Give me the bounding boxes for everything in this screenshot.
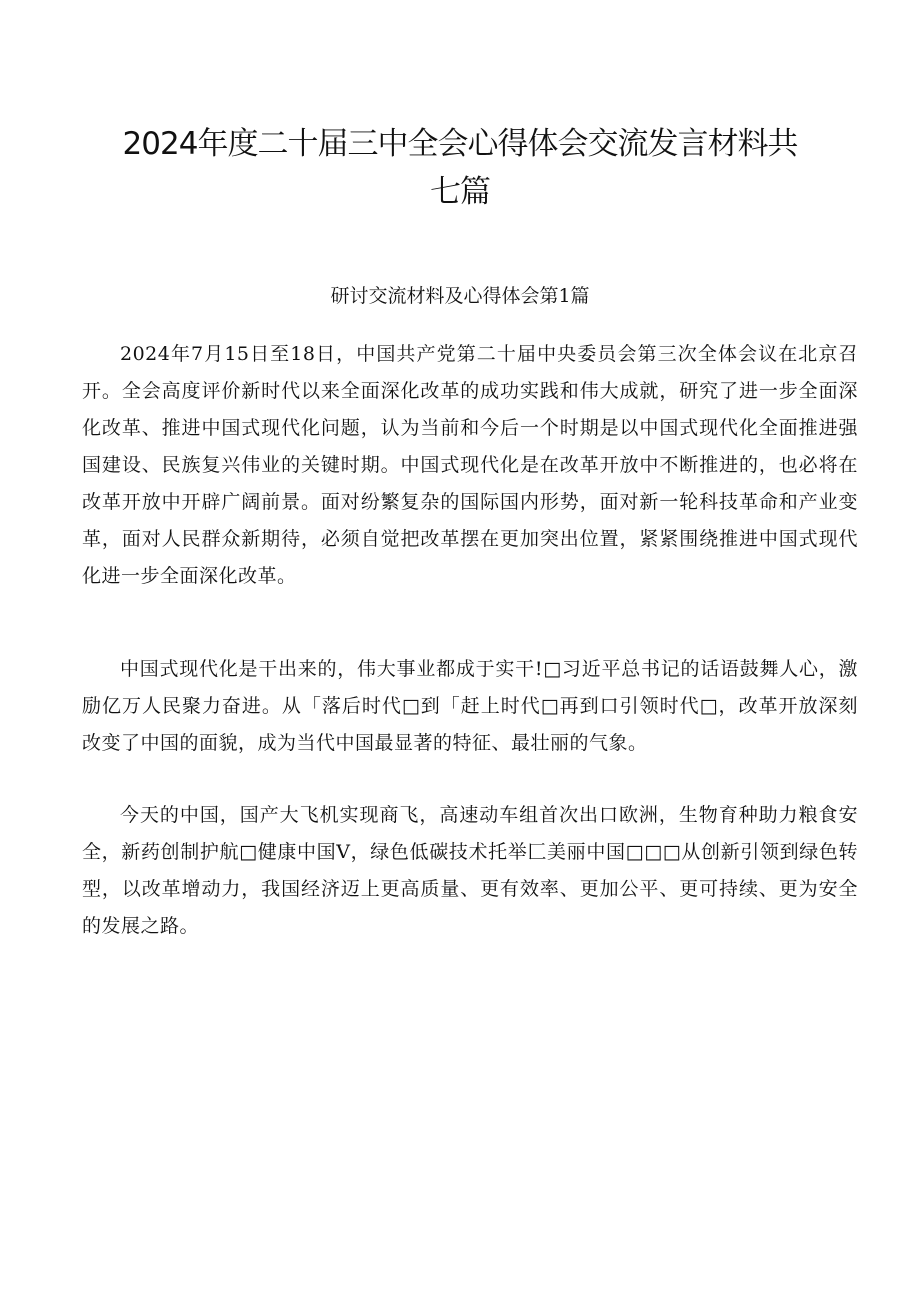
body-paragraph-1: 2024年7月15日至18日，中国共产党第二十届中央委员会第三次全体会议在北京召开。全会高度评价新时代以来全面深化改革的成功实践和伟大成就，研究了进一步全面深化改革、推进中国式现代化问题，认为当前和今后一个时期是以中国式现代化全面推进强国建设、民族复兴伟业的关键时期。中国式现代化是在改革开放中不断推进的，也必将在改革开放中开辟广阔前景。面对纷繁复杂的国际国内形势，面对新一轮科技革命和产业变革，面对人民群众新期待，必须自觉把改革摆在更加突出位置，紧紧围绕推进中国式现代化进一步全面深化改革。	[82, 343, 858, 587]
document-title: 2024年度二十届三中全会心得体会交流发言材料共七篇	[122, 126, 798, 210]
section-heading: 研讨交流材料及心得体会第1篇	[330, 285, 590, 307]
body-paragraph-3: 今天的中国，国产大飞机实现商飞，高速动车组首次出口欧洲，生物育种助力粮食安全，新药创制护航□健康中国V，绿色低碳技术托举匚美丽中国□□□从创新引领到绿色转型，以改革增动力，我国经济迈上更高质量、更有效率、更加公平、更可持续、更为安全的发展之路。	[82, 804, 858, 937]
body-paragraph-2: 中国式现代化是干出来的，伟大事业都成于实干!□习近平总书记的话语鼓舞人心，激励亿万人民聚力奋进。从「落后时代□到「赶上时代□再到口引领时代□，改革开放深刻改变了中国的面貌，成为当代中国最显著的特征、最壮丽的气象。	[82, 658, 858, 754]
